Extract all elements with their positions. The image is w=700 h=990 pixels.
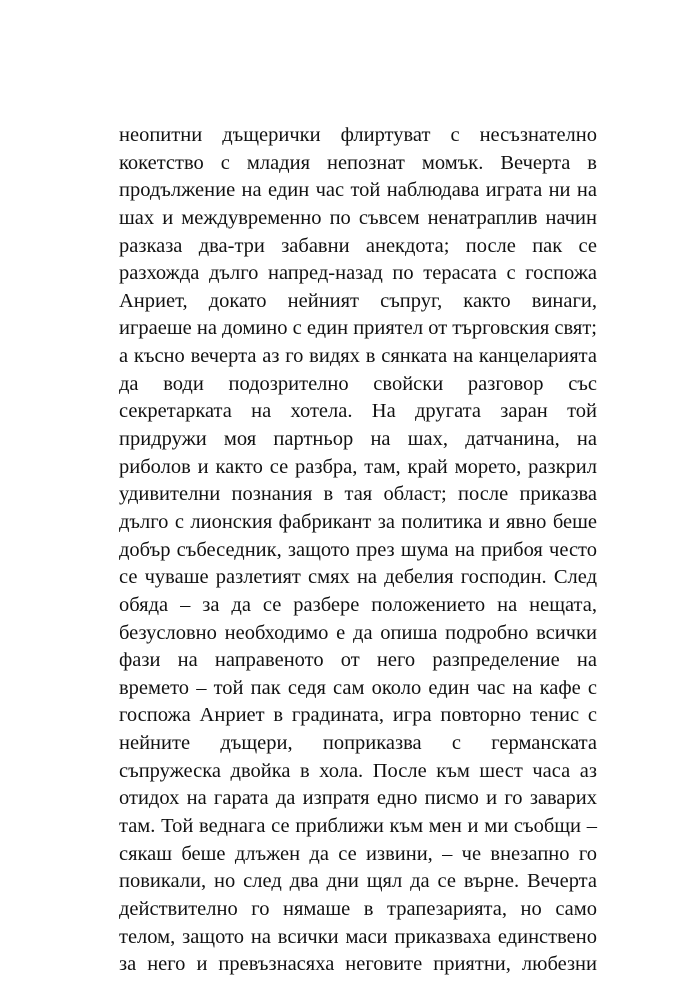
text-line: за него и превъзнасяха неговите приятни, любезни <box>119 953 597 976</box>
text-line: безусловно необходимо е да опиша подробно всички <box>119 621 597 644</box>
text-line: шах и междувременно по съвсем ненатраплив начин <box>119 206 597 229</box>
text-line: разхожда дълго напред-назад по терасата с госпожа <box>119 262 597 285</box>
body-text <box>119 122 597 979</box>
text-line: да води подозрително свойски разговор със <box>119 372 597 395</box>
text-line: отидох на гарата да изпратя едно писмо и го заварих <box>119 787 597 810</box>
text-line: играеше на домино с един приятел от търговския свят; <box>119 317 597 340</box>
text-line: кокетство с младия непознат момък. Вечерта в <box>119 151 597 174</box>
text-line: обяда – за да се разбере положението на нещата, <box>119 593 597 616</box>
text-line: госпожа Анриет в градината, игра повторно тенис с <box>119 704 597 727</box>
text-line: риболов и както се разбра, там, край морето, разкрил <box>119 455 597 478</box>
text-line: се чуваше разлетият смях на дебелия господин. След <box>119 566 597 589</box>
text-line: телом, защото на всички маси приказваха единствено <box>119 925 597 948</box>
text-line: дълго с лионския фабрикант за политика и явно беше <box>119 510 597 533</box>
text-line: неопитни дъщерички флиртуват с несъзнателно <box>119 124 597 146</box>
text-line: времето – той пак седя сам около един час на кафе с <box>119 676 597 699</box>
text-line: Анриет, докато нейният съпруг, както винаги, <box>119 289 597 312</box>
text-line: секретарката на хотела. На другата заран той <box>119 400 597 423</box>
text-line: придружи моя партньор на шах, датчанина, на <box>119 428 597 451</box>
text-line: а късно вечерта аз го видях в сянката на канцеларията <box>119 345 597 368</box>
text-line: добър събеседник, защото през шума на прибоя често <box>119 538 597 561</box>
text-line: продължение на един час той наблюдава играта ни на <box>119 179 597 202</box>
text-line: повикали, но след два дни щял да се върне. Вечерта <box>119 870 597 893</box>
text-line: там. Той веднага се приближи към мен и ми съобщи – <box>119 815 597 838</box>
text-line: фази на направеното от него разпределение на <box>119 649 597 672</box>
text-line: удивителни познания в тая област; после приказва <box>119 483 597 506</box>
text-line: нейните дъщери, поприказва с германската <box>119 732 597 755</box>
text-line: сякаш беше длъжен да се извини, – че внезапно го <box>119 842 597 865</box>
text-line: разказа два-три забавни анекдота; после пак се <box>119 234 597 257</box>
text-line: действително го нямаше в трапезарията, но само <box>119 897 597 920</box>
text-line: съпружеска двойка в хола. После към шест часа аз <box>119 759 597 782</box>
